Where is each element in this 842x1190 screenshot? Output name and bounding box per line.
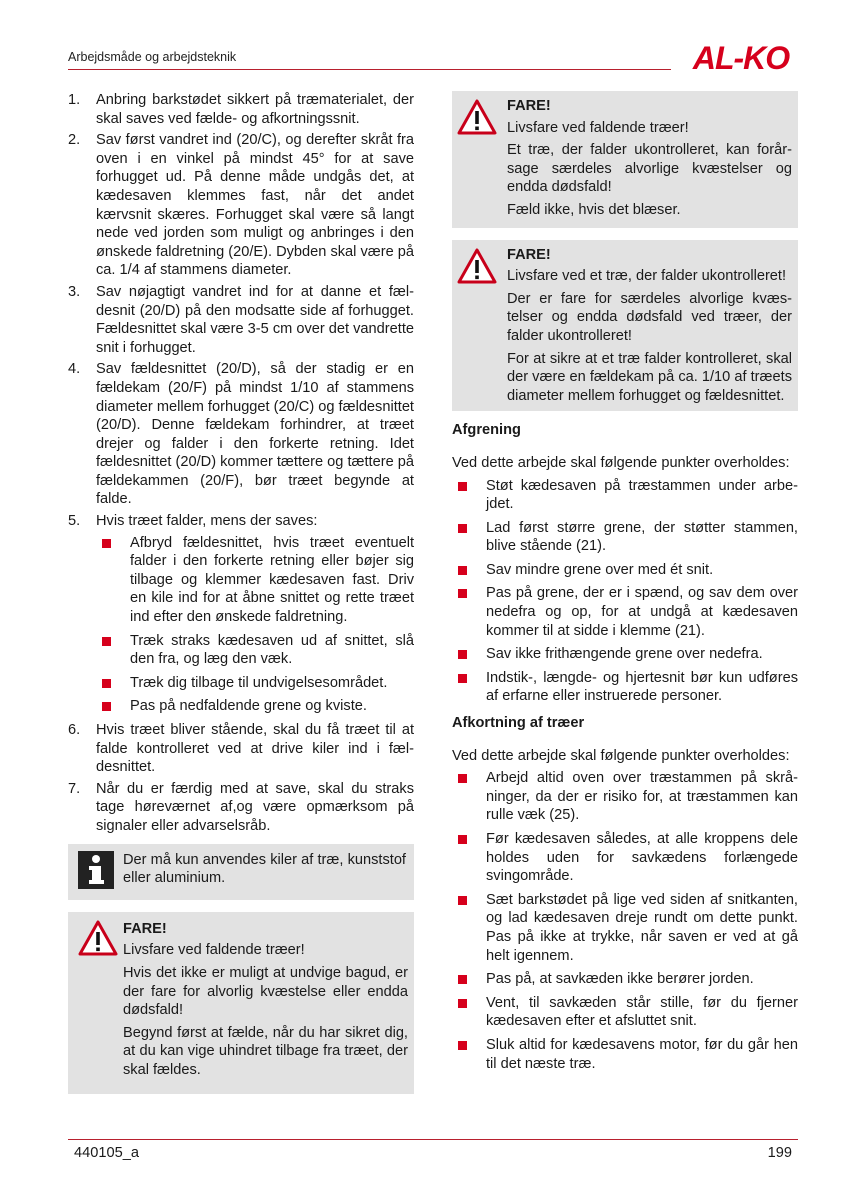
danger-box — [452, 91, 798, 228]
danger-text: Livsfare ved faldende træer! — [507, 119, 689, 136]
right-column — [452, 91, 798, 1078]
step5-bullet-list — [96, 534, 414, 716]
list-item: Pas på, at savkæden ikke berører jorden. — [452, 970, 798, 989]
list-item: Lad først større grene, der støtter stammen, blive stående (21). — [452, 519, 798, 556]
list-item: Støt kædesaven på træstammen under arbejdet. — [452, 477, 798, 514]
list-item: Afbryd fældesnittet, hvis træet eventuelt falder i den forkerte retning eller bøjer sig tilbage og klemmer kædesaven fast. Driv en kile ind for at åbne snittet og rette træet ind efter den ønskede faldretning. — [96, 534, 414, 627]
danger-text: Et træ, der falder ukontrolleret, kan forårsage særdeles alvorlige kvæstelser og endda dødsfald! — [507, 142, 792, 196]
list-item: Pas på grene, der er i spænd, og sav dem over nedefra og op, for at undgå at kædesaven kommer til at sidde i klemme (21). — [452, 584, 798, 640]
afkortning-bullet-list — [452, 769, 798, 1073]
warning-icon — [457, 248, 497, 284]
afgrening-bullet-list — [452, 477, 798, 707]
danger-text: Livsfare ved faldende træer! — [123, 942, 305, 959]
info-icon — [78, 851, 114, 889]
step-item: 7. Når du er færdig med at save, skal du straks tage høreværnet af,og være opmærksom på signaler eller advarselsråb. — [68, 780, 414, 834]
danger-text: Fæld ikke, hvis det blæser. — [507, 201, 681, 218]
running-header-title: Arbejdsmåde og arbejdsteknik — [68, 50, 237, 64]
step-item: 5. Hvis træet falder, mens der saves: Afbryd fældesnittet, hvis træet eventuelt falder i den forkerte retning eller bøjer sig tilbage og klemmer kædesaven fast. Driv en kile ind for at åbne snittet og rette træet ind efter den ønskede faldretning. Træk straks kædesaven ud af snittet, slå den fra, og læg den væk. Træk dig tilbage til undvigelsesområdet. Pas på nedfaldende grene og kviste. — [68, 513, 414, 715]
section-heading-afgrening: Afgrening — [452, 422, 521, 439]
danger-text: Begynd først at fælde, når du har sikret dig, at du kan vige uhindret tilbage fra træet, der skal fældes. — [123, 1024, 408, 1078]
danger-text: Livsfare ved et træ, der falder ukontrolleret! — [507, 268, 787, 285]
alko-logo — [683, 42, 799, 74]
document-number: 440105_a — [74, 1145, 139, 1161]
danger-title: FARE! — [507, 246, 551, 263]
step-item: 6. Hvis træet bliver stående, skal du få træet til at falde kontrolleret ved at drive kiler ind i fældesnittet. — [68, 722, 414, 776]
section-heading-afkortning: Afkortning af træer — [452, 715, 585, 732]
list-item: Træk straks kædesaven ud af snittet, slå den fra, og læg den væk. — [96, 632, 414, 669]
list-item: Arbejd altid oven over træstammen på skråninger, da der er risiko for, at træstammen kan rulle væk (25). — [452, 769, 798, 825]
danger-title: FARE! — [507, 98, 551, 114]
warning-icon — [78, 920, 118, 956]
procedure-steps — [68, 91, 414, 836]
list-item: Træk dig tilbage til undvigelsesområdet. — [96, 674, 414, 693]
list-item: Pas på nedfaldende grene og kviste. — [96, 697, 414, 716]
header-rule — [68, 69, 671, 70]
list-item: Sav ikke frithængende grene over nedefra. — [452, 645, 798, 664]
step-item: 1. Anbring barkstødet sikkert på træmaterialet, der skal saves ved fælde- og afkortningssnit. — [68, 92, 414, 127]
list-item: Sav mindre grene over med ét snit. — [452, 561, 798, 580]
danger-box — [68, 912, 414, 1094]
svg-text:AL-KO: AL-KO — [692, 42, 790, 74]
footer-rule — [68, 1139, 798, 1140]
section-intro: Ved dette arbejde skal følgende punkter overholdes: — [452, 747, 790, 764]
info-note-box — [68, 844, 414, 900]
danger-box — [452, 240, 798, 412]
step-item: 4. Sav fældesnittet (20/D), så der stadig er en fældekam (20/F) på mindst 1/10 af stammens diameter mellem forhugget (20/C) og fældesnittet (20/D). Denne fældekam forhindrer, at træet drejer og falder i den forkerte retning. Idet fældesnittet (20/D) kommer tættere og tættere på fældekammen (20/F), bør træet begynde at falde. — [68, 361, 414, 508]
list-item: Før kædesaven således, at alle kroppens dele holdes uden for savkædens forlængede svingområde. — [452, 830, 798, 886]
danger-text: For at sikre at et træ falder kontrolleret, skal der være en fældekam på ca. 1/10 af træets diameter mellem forhugget og fældesnittet. — [507, 350, 792, 404]
danger-title: FARE! — [123, 920, 167, 937]
list-item: Vent, til savkæden står stille, før du fjerner kædesaven efter et afsluttet snit. — [452, 994, 798, 1031]
step-item: 3. Sav nøjagtigt vandret ind for at danne et fældesnit (20/D) på den modsatte side af forhugget. Fældesnittet skal være 3-5 cm over det vandrette snit i forhugget. — [68, 283, 414, 356]
step-item: 2. Sav først vandret ind (20/C), og derefter skråt fra oven i en vinkel på mindst 45° for at save forhugget ud. På denne måde undgås det, at kædesaven klemmes fast, når det andet kærvsnit skæres. Forhugget skal være så langt nede ved jorden som muligt og anbringes i den ønskede faldretning (20/E). Dybden skal være på ca. 1/4 af stammens diameter. — [68, 132, 414, 279]
list-item: Indstik-, længde- og hjertesnit bør kun udføres af erfarne eller instruerede personer. — [452, 669, 798, 706]
danger-text: Der er fare for særdeles alvorlige kvæstelser og endda dødsfald ved træer, der falder ukontrolleret! — [507, 290, 792, 344]
danger-text: Hvis det ikke er muligt at undvige bagud, er der fare for alvorlig kvæstelse eller endda dødsfald! — [123, 964, 408, 1019]
section-intro: Ved dette arbejde skal følgende punkter overholdes: — [452, 454, 790, 471]
info-note-text: Der må kun anvendes kiler af træ, kunststof eller aluminium. — [123, 851, 406, 887]
left-column — [68, 91, 414, 1094]
page-number: 199 — [767, 1145, 792, 1161]
list-item: Sæt barkstødet på lige ved siden af snitkanten, og lad kædesaven dreje rundt om dette punkt. Pas på ikke at trykke, når saven er ved at gå helt igennem. — [452, 891, 798, 965]
list-item: Sluk altid for kædesavens motor, før du går hen til det næste træ. — [452, 1036, 798, 1073]
warning-icon — [457, 99, 497, 135]
